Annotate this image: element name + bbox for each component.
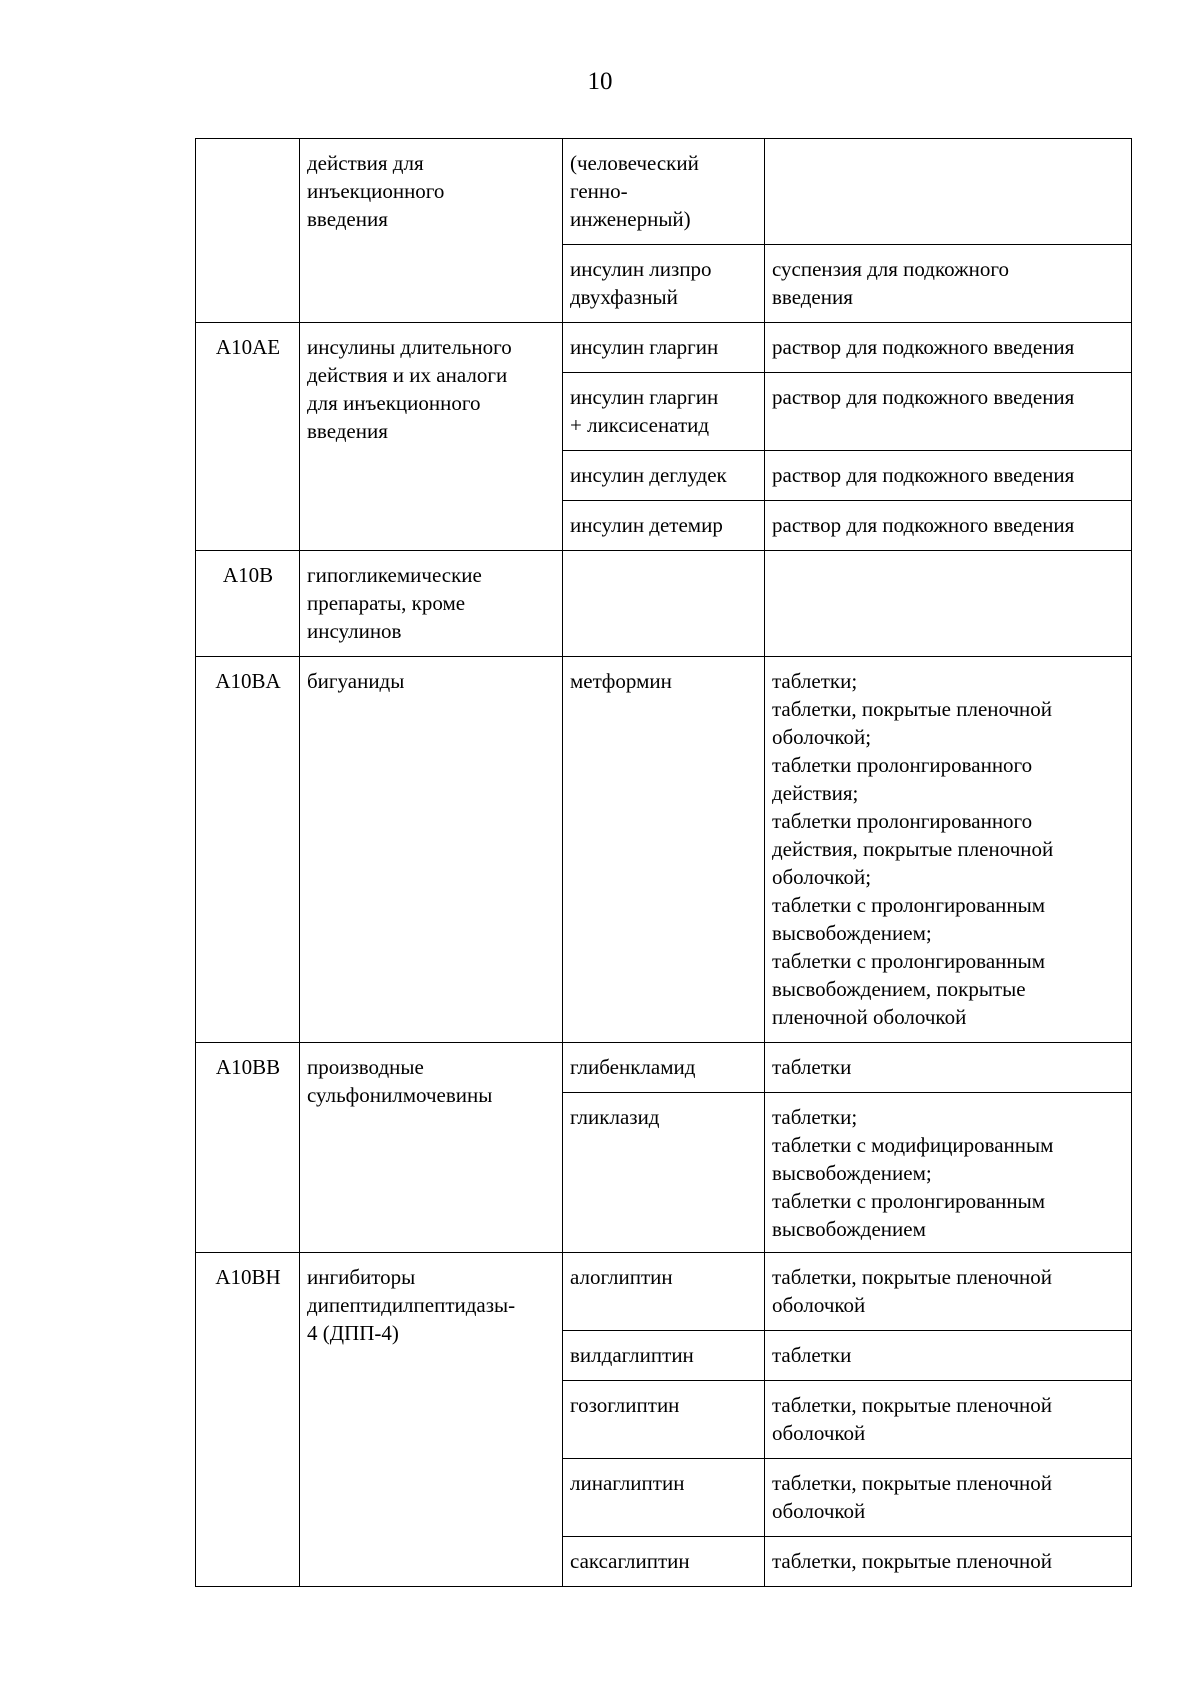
group-line: инъекционного [307, 179, 445, 203]
atc-code-cell [196, 1043, 300, 1253]
drug-name-cell [563, 373, 765, 451]
dosage-form-cell [765, 373, 1132, 451]
drug-name-line: инсулин деглудек [570, 463, 727, 487]
dosage-form-cell [765, 323, 1132, 373]
group-cell [300, 139, 563, 323]
dosage-form-line: раствор для подкожного введения [772, 335, 1075, 359]
group-line: введения [307, 207, 388, 231]
dosage-form-line: действия; [772, 781, 859, 805]
group-line: действия для [307, 151, 424, 175]
dosage-form-line: оболочкой; [772, 865, 872, 889]
dosage-form-line: раствор для подкожного введения [772, 513, 1075, 537]
drug-name-line: генно- [570, 179, 628, 203]
drug-name-cell [563, 1043, 765, 1093]
dosage-form-line: таблетки пролонгированного [772, 753, 1033, 777]
dosage-form-line: таблетки пролонгированного [772, 809, 1033, 833]
drug-name-line: метформин [570, 669, 672, 693]
dosage-form-line: таблетки с пролонгированным [772, 893, 1046, 917]
group-line: введения [307, 419, 388, 443]
dosage-form-line: таблетки с модифицированным [772, 1133, 1054, 1157]
drug-name-line: саксаглиптин [570, 1549, 690, 1573]
drug-name-cell [563, 1459, 765, 1537]
group-line: 4 (ДПП-4) [307, 1321, 399, 1345]
group-line: действия и их аналоги [307, 363, 508, 387]
dosage-form-cell [765, 245, 1132, 323]
dosage-form-cell [765, 1253, 1132, 1331]
table-row [196, 551, 1132, 657]
dosage-form-cell [765, 1459, 1132, 1537]
dosage-form-cell [765, 1381, 1132, 1459]
drug-name-line: гликлазид [570, 1105, 660, 1129]
dosage-form-line: раствор для подкожного введения [772, 385, 1075, 409]
dosage-form-line: таблетки [772, 1055, 852, 1079]
dosage-form-line: высвобождением; [772, 1161, 932, 1185]
drug-name-line: инсулин лизпро [570, 257, 712, 281]
drug-name-line: двухфазный [570, 285, 678, 309]
dosage-form-line: оболочкой [772, 1499, 866, 1523]
atc-code-cell [196, 323, 300, 551]
group-line: для инъекционного [307, 391, 481, 415]
drug-name-cell [563, 245, 765, 323]
dosage-form-line: таблетки, покрытые пленочной [772, 697, 1053, 721]
atc-code-cell [196, 139, 300, 323]
atc-code: A10BA [215, 669, 281, 693]
drug-name-cell [563, 1381, 765, 1459]
dosage-form-line: оболочкой; [772, 725, 872, 749]
dosage-form-line: высвобождением [772, 1217, 926, 1241]
dosage-form-cell [765, 139, 1132, 245]
dosage-form-cell [765, 1043, 1132, 1093]
atc-code: A10AE [215, 335, 281, 359]
drug-name-line: (человеческий [570, 151, 699, 175]
dosage-form-line: высвобождением, покрытые [772, 977, 1026, 1001]
drug-table [195, 138, 1132, 1587]
group-line: бигуаниды [307, 669, 405, 693]
drug-name-line: глибенкламид [570, 1055, 696, 1079]
dosage-form-line: таблетки, покрытые пленочной [772, 1265, 1053, 1289]
atc-code-cell [196, 1253, 300, 1587]
group-line: гипогликемические [307, 563, 482, 587]
group-line: сульфонилмочевины [307, 1083, 493, 1107]
table-row [196, 139, 1132, 245]
drug-name-cell [563, 1093, 765, 1253]
page-number: 10 [587, 68, 613, 95]
drug-name-cell [563, 551, 765, 657]
drug-name-cell [563, 1253, 765, 1331]
drug-name-cell [563, 139, 765, 245]
dosage-form-cell [765, 657, 1132, 1043]
atc-code: A10BB [215, 1055, 281, 1079]
drug-name-line: гозоглиптин [570, 1393, 680, 1417]
dosage-form-line: раствор для подкожного введения [772, 463, 1075, 487]
drug-name-cell [563, 1537, 765, 1587]
group-line: дипептидилпептидазы- [307, 1293, 516, 1317]
group-cell [300, 551, 563, 657]
drug-name-line: инженерный) [570, 207, 691, 231]
group-line: инсулины длительного [307, 335, 512, 359]
drug-name-cell [563, 657, 765, 1043]
group-cell [300, 323, 563, 551]
drug-name-line: инсулин гларгин [570, 385, 719, 409]
dosage-form-line: введения [772, 285, 853, 309]
group-cell [300, 1253, 563, 1587]
table-row [196, 323, 1132, 373]
group-cell [300, 1043, 563, 1253]
dosage-form-cell [765, 1331, 1132, 1381]
dosage-form-cell [765, 1537, 1132, 1587]
drug-name-cell [563, 1331, 765, 1381]
drug-name-cell [563, 451, 765, 501]
dosage-form-cell [765, 501, 1132, 551]
dosage-form-line: действия, покрытые пленочной [772, 837, 1054, 861]
dosage-form-line: таблетки, покрытые пленочной [772, 1549, 1053, 1573]
dosage-form-line: таблетки с пролонгированным [772, 949, 1046, 973]
drug-name-line: линаглиптин [570, 1471, 685, 1495]
group-line: инсулинов [307, 619, 402, 643]
dosage-form-cell [765, 451, 1132, 501]
dosage-form-line: таблетки; [772, 669, 858, 693]
table-row [196, 1253, 1132, 1331]
dosage-form-line: таблетки, покрытые пленочной [772, 1471, 1053, 1495]
drug-name-line: инсулин детемир [570, 513, 723, 537]
dosage-form-line: суспензия для подкожного [772, 257, 1009, 281]
drug-name-line: вилдаглиптин [570, 1343, 694, 1367]
atc-code: A10B [222, 563, 274, 587]
dosage-form-cell [765, 551, 1132, 657]
table-row [196, 657, 1132, 1043]
drug-name-line: алоглиптин [570, 1265, 673, 1289]
drug-name-line: инсулин гларгин [570, 335, 719, 359]
drug-name-line: + ликсисенатид [570, 413, 710, 437]
atc-code: A10BH [215, 1265, 281, 1289]
group-line: препараты, кроме [307, 591, 466, 615]
dosage-form-line: таблетки; [772, 1105, 858, 1129]
group-line: производные [307, 1055, 424, 1079]
drug-name-cell [563, 501, 765, 551]
dosage-form-line: оболочкой [772, 1293, 866, 1317]
dosage-form-line: высвобождением; [772, 921, 932, 945]
dosage-form-line: оболочкой [772, 1421, 866, 1445]
atc-code-cell [196, 551, 300, 657]
dosage-form-line: таблетки [772, 1343, 852, 1367]
table-row [196, 1043, 1132, 1093]
dosage-form-cell [765, 1093, 1132, 1253]
dosage-form-line: пленочной оболочкой [772, 1005, 967, 1029]
atc-code-cell [196, 657, 300, 1043]
group-cell [300, 657, 563, 1043]
dosage-form-line: таблетки с пролонгированным [772, 1189, 1046, 1213]
dosage-form-line: таблетки, покрытые пленочной [772, 1393, 1053, 1417]
group-line: ингибиторы [307, 1265, 416, 1289]
drug-name-cell [563, 323, 765, 373]
